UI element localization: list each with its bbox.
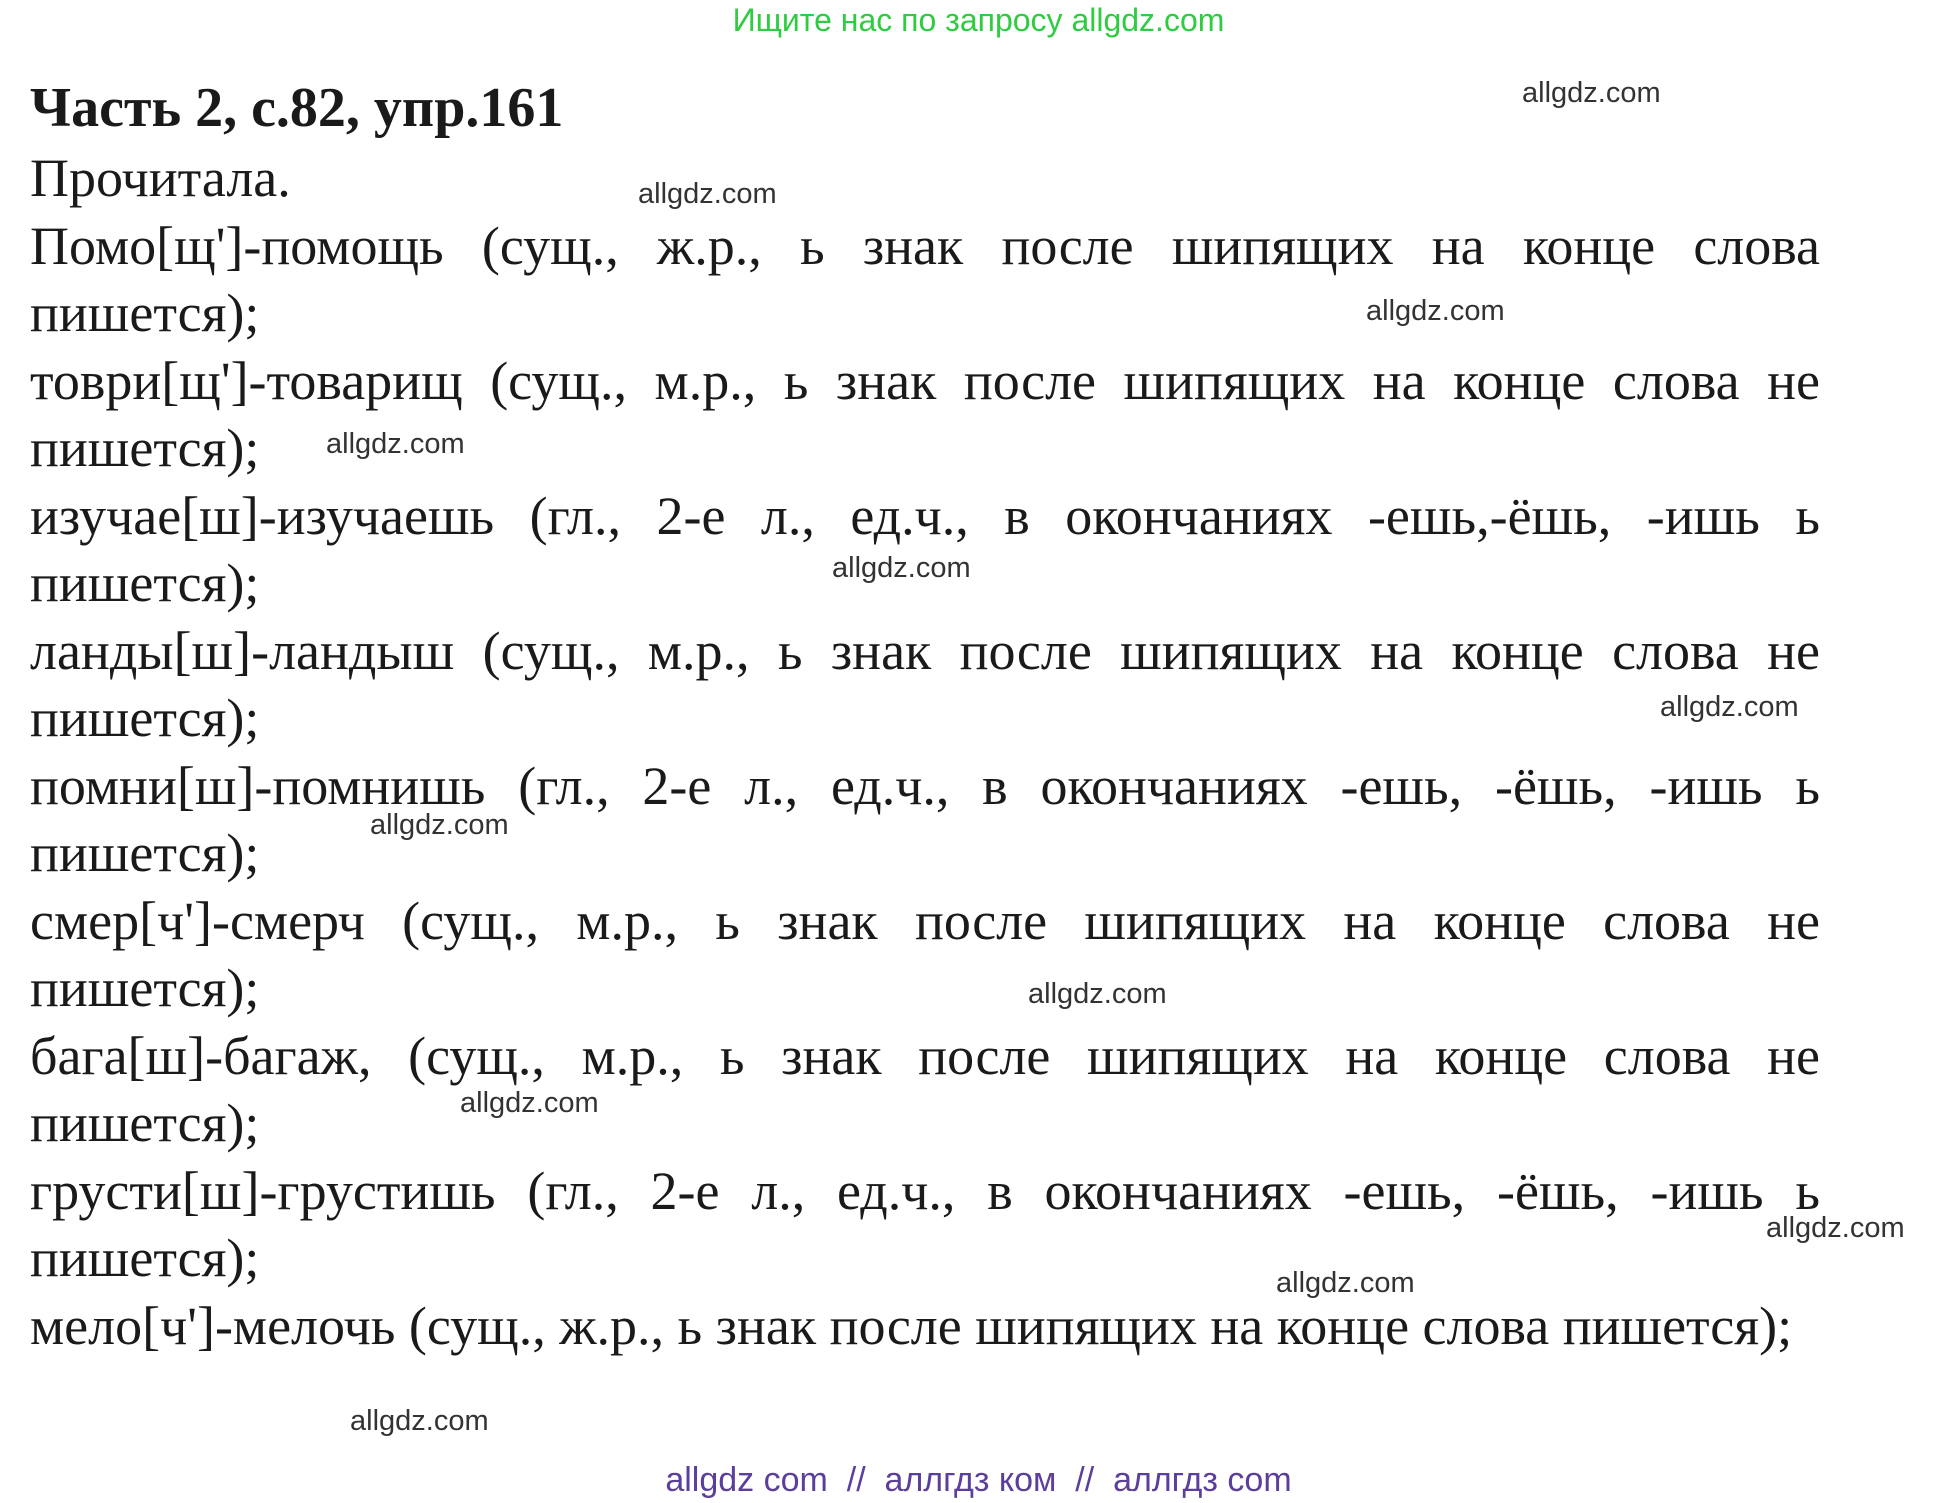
watermark: allgdz.com [1660,691,1799,723]
paragraph-smerch: смер[ч']-смерч (сущ., м.р., ь знак после шипящих на конце слова не пишется); [30,890,1820,1018]
paragraph-pomnish: помни[ш]-помнишь (гл., 2-е л., ед.ч., в окончаниях -ешь, -ёшь, -ишь ь пишется); [30,755,1820,883]
watermark: allgdz.com [1766,1212,1905,1244]
paragraph-izuchaesh: изучае[ш]-изучаешь (гл., 2-е л., ед.ч., в окончаниях -ешь,-ёшь, -ишь ь пишется); [30,485,1820,613]
exercise-title: Часть 2, с.82, упр.161 [30,77,564,139]
watermark: allgdz.com [1028,978,1167,1010]
watermark: allgdz.com [832,552,971,584]
watermark: allgdz.com [350,1405,489,1437]
watermark: allgdz.com [460,1087,599,1119]
top-banner: Ищите нас по запросу allgdz.com [732,2,1225,38]
watermark: allgdz.com [638,178,777,210]
watermark: allgdz.com [326,428,465,460]
watermark: allgdz.com [1276,1267,1415,1299]
paragraph-pomoshch: Помо[щ']-помощь (сущ., ж.р., ь знак после шипящих на конце слова пишется); [30,215,1820,343]
paragraph-tovarishch: товри[щ']-товарищ (сущ., м.р., ь знак после шипящих на конце слова не пишется); [30,350,1820,478]
paragraph-read: Прочитала. [30,148,291,208]
watermark: allgdz.com [1522,77,1661,109]
watermark: allgdz.com [1366,295,1505,327]
paragraph-bagazh: бага[ш]-багаж, (сущ., м.р., ь знак после шипящих на конце слова не пишется); [30,1025,1820,1153]
paragraph-landysh: ланды[ш]-ландыш (сущ., м.р., ь знак после шипящих на конце слова не пишется); [30,620,1820,748]
paragraph-meloch: мело[ч']-мелочь (сущ., ж.р., ь знак после шипящих на конце слова пишется); [30,1295,1793,1356]
answer-text [30,145,1820,1360]
paragraph-grustish: грусти[ш]-грустишь (гл., 2-е л., ед.ч., в окончаниях -ешь, -ёшь, -ишь ь пишется); [30,1160,1820,1288]
footer-watermark: allgdz com // аллгдз ком // аллгдз com [665,1461,1292,1499]
watermark: allgdz.com [370,809,509,841]
